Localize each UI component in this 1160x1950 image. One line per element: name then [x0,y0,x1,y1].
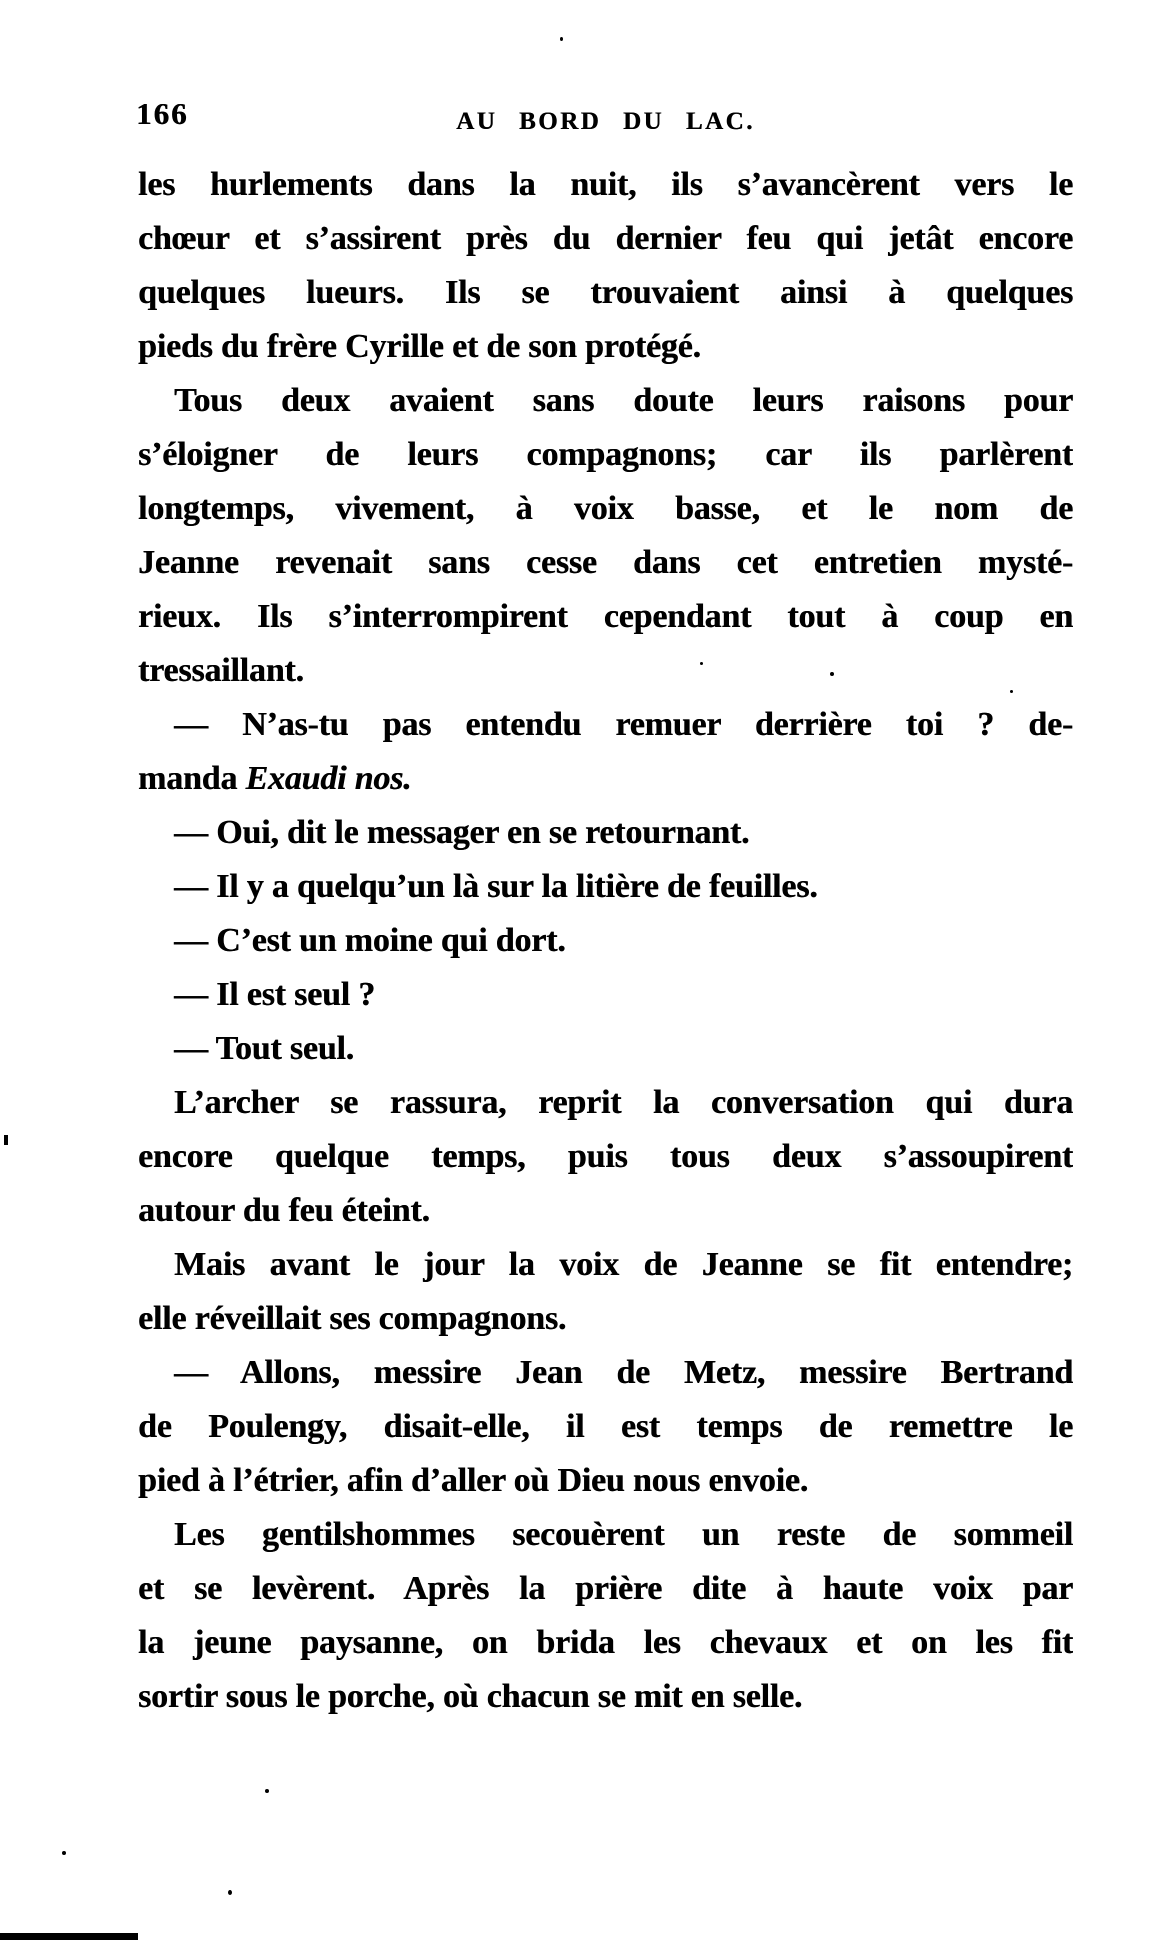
text-line [138,1238,1073,1292]
text-segment: les hurlements dans la nuit, ils s’avancèrent vers le [138,166,1073,203]
text-line [138,1022,1073,1076]
text-segment: — Il est seul ? [174,976,376,1013]
text-segment: autour du feu éteint. [138,1192,430,1229]
text-line [138,644,1073,698]
italic-text: Exaudi nos. [245,760,412,797]
text-line [138,374,1073,428]
text-line [138,1184,1073,1238]
text-line [138,968,1073,1022]
text-segment: longtemps, vivement, à voix basse, et le nom de [138,490,1073,527]
ink-speck [265,1789,269,1793]
text-line [138,1616,1073,1670]
text-segment: et se levèrent. Après la prière dite à haute voix par [138,1570,1073,1607]
text-line [138,212,1073,266]
text-line [138,1508,1073,1562]
ink-speck [62,1851,66,1855]
text-line [138,1562,1073,1616]
text-line [138,536,1073,590]
text-line [138,482,1073,536]
text-segment: chœur et s’assirent près du dernier feu qui jetât encore [138,220,1073,257]
text-line [138,320,1073,374]
text-line [138,428,1073,482]
text-segment: — Il y a quelqu’un là sur la litière de feuilles. [174,868,818,905]
text-segment: — Allons, messire Jean de Metz, messire Bertrand [174,1354,1073,1391]
text-line [138,1130,1073,1184]
text-segment: Les gentilshommes secouèrent un reste de sommeil [174,1516,1073,1553]
text-segment: quelques lueurs. Ils se trouvaient ainsi à quelques [138,274,1073,311]
page-number: 166 [136,96,189,131]
text-segment: Mais avant le jour la voix de Jeanne se fit entendre; [174,1246,1073,1283]
text-segment: pieds du frère Cyrille et de son protégé. [138,328,701,365]
text-segment: sortir sous le porche, où chacun se mit en selle. [138,1678,803,1715]
ink-speck [700,662,703,665]
text-segment: s’éloigner de leurs compagnons; car ils parlèrent [138,436,1073,473]
scan-artifact-bar [0,1933,138,1940]
text-line [138,1400,1073,1454]
ink-speck [4,1135,8,1145]
text-segment: rieux. Ils s’interrompirent cependant tout à coup en [138,598,1073,635]
text-segment: — Tout seul. [174,1030,354,1067]
text-segment: — C’est un moine qui dort. [174,922,566,959]
body-text [138,158,1073,1724]
text-segment: elle réveillait ses compagnons. [138,1300,567,1337]
text-segment: encore quelque temps, puis tous deux s’assoupirent [138,1138,1073,1175]
text-segment: — N’as-tu pas entendu remuer derrière toi ? de- [174,706,1073,743]
ink-speck [1010,690,1013,693]
text-line [138,860,1073,914]
text-line [138,266,1073,320]
text-line [138,1292,1073,1346]
text-line [138,806,1073,860]
text-line [138,752,1073,806]
text-segment: Jeanne revenait sans cesse dans cet entretien mysté- [138,544,1073,581]
text-line [138,158,1073,212]
text-segment: — Oui, dit le messager en se retournant. [174,814,750,851]
running-title: AU BORD DU LAC. [456,108,755,135]
text-segment: de Poulengy, disait-elle, il est temps de remettre le [138,1408,1073,1445]
text-line [138,914,1073,968]
ink-speck [228,1890,232,1895]
text-line [138,1346,1073,1400]
text-line [138,698,1073,752]
text-line [138,590,1073,644]
ink-speck [830,672,834,676]
text-segment: L’archer se rassura, reprit la conversation qui dura [174,1084,1073,1121]
text-line [138,1670,1073,1724]
text-segment: tressaillant. [138,652,304,689]
text-segment: manda [138,760,246,797]
ink-speck [560,37,563,41]
text-segment: Tous deux avaient sans doute leurs raisons pour [174,382,1073,419]
text-line [138,1076,1073,1130]
text-segment: la jeune paysanne, on brida les chevaux et on les fit [138,1624,1073,1661]
text-segment: pied à l’étrier, afin d’aller où Dieu nous envoie. [138,1462,809,1499]
text-line [138,1454,1073,1508]
